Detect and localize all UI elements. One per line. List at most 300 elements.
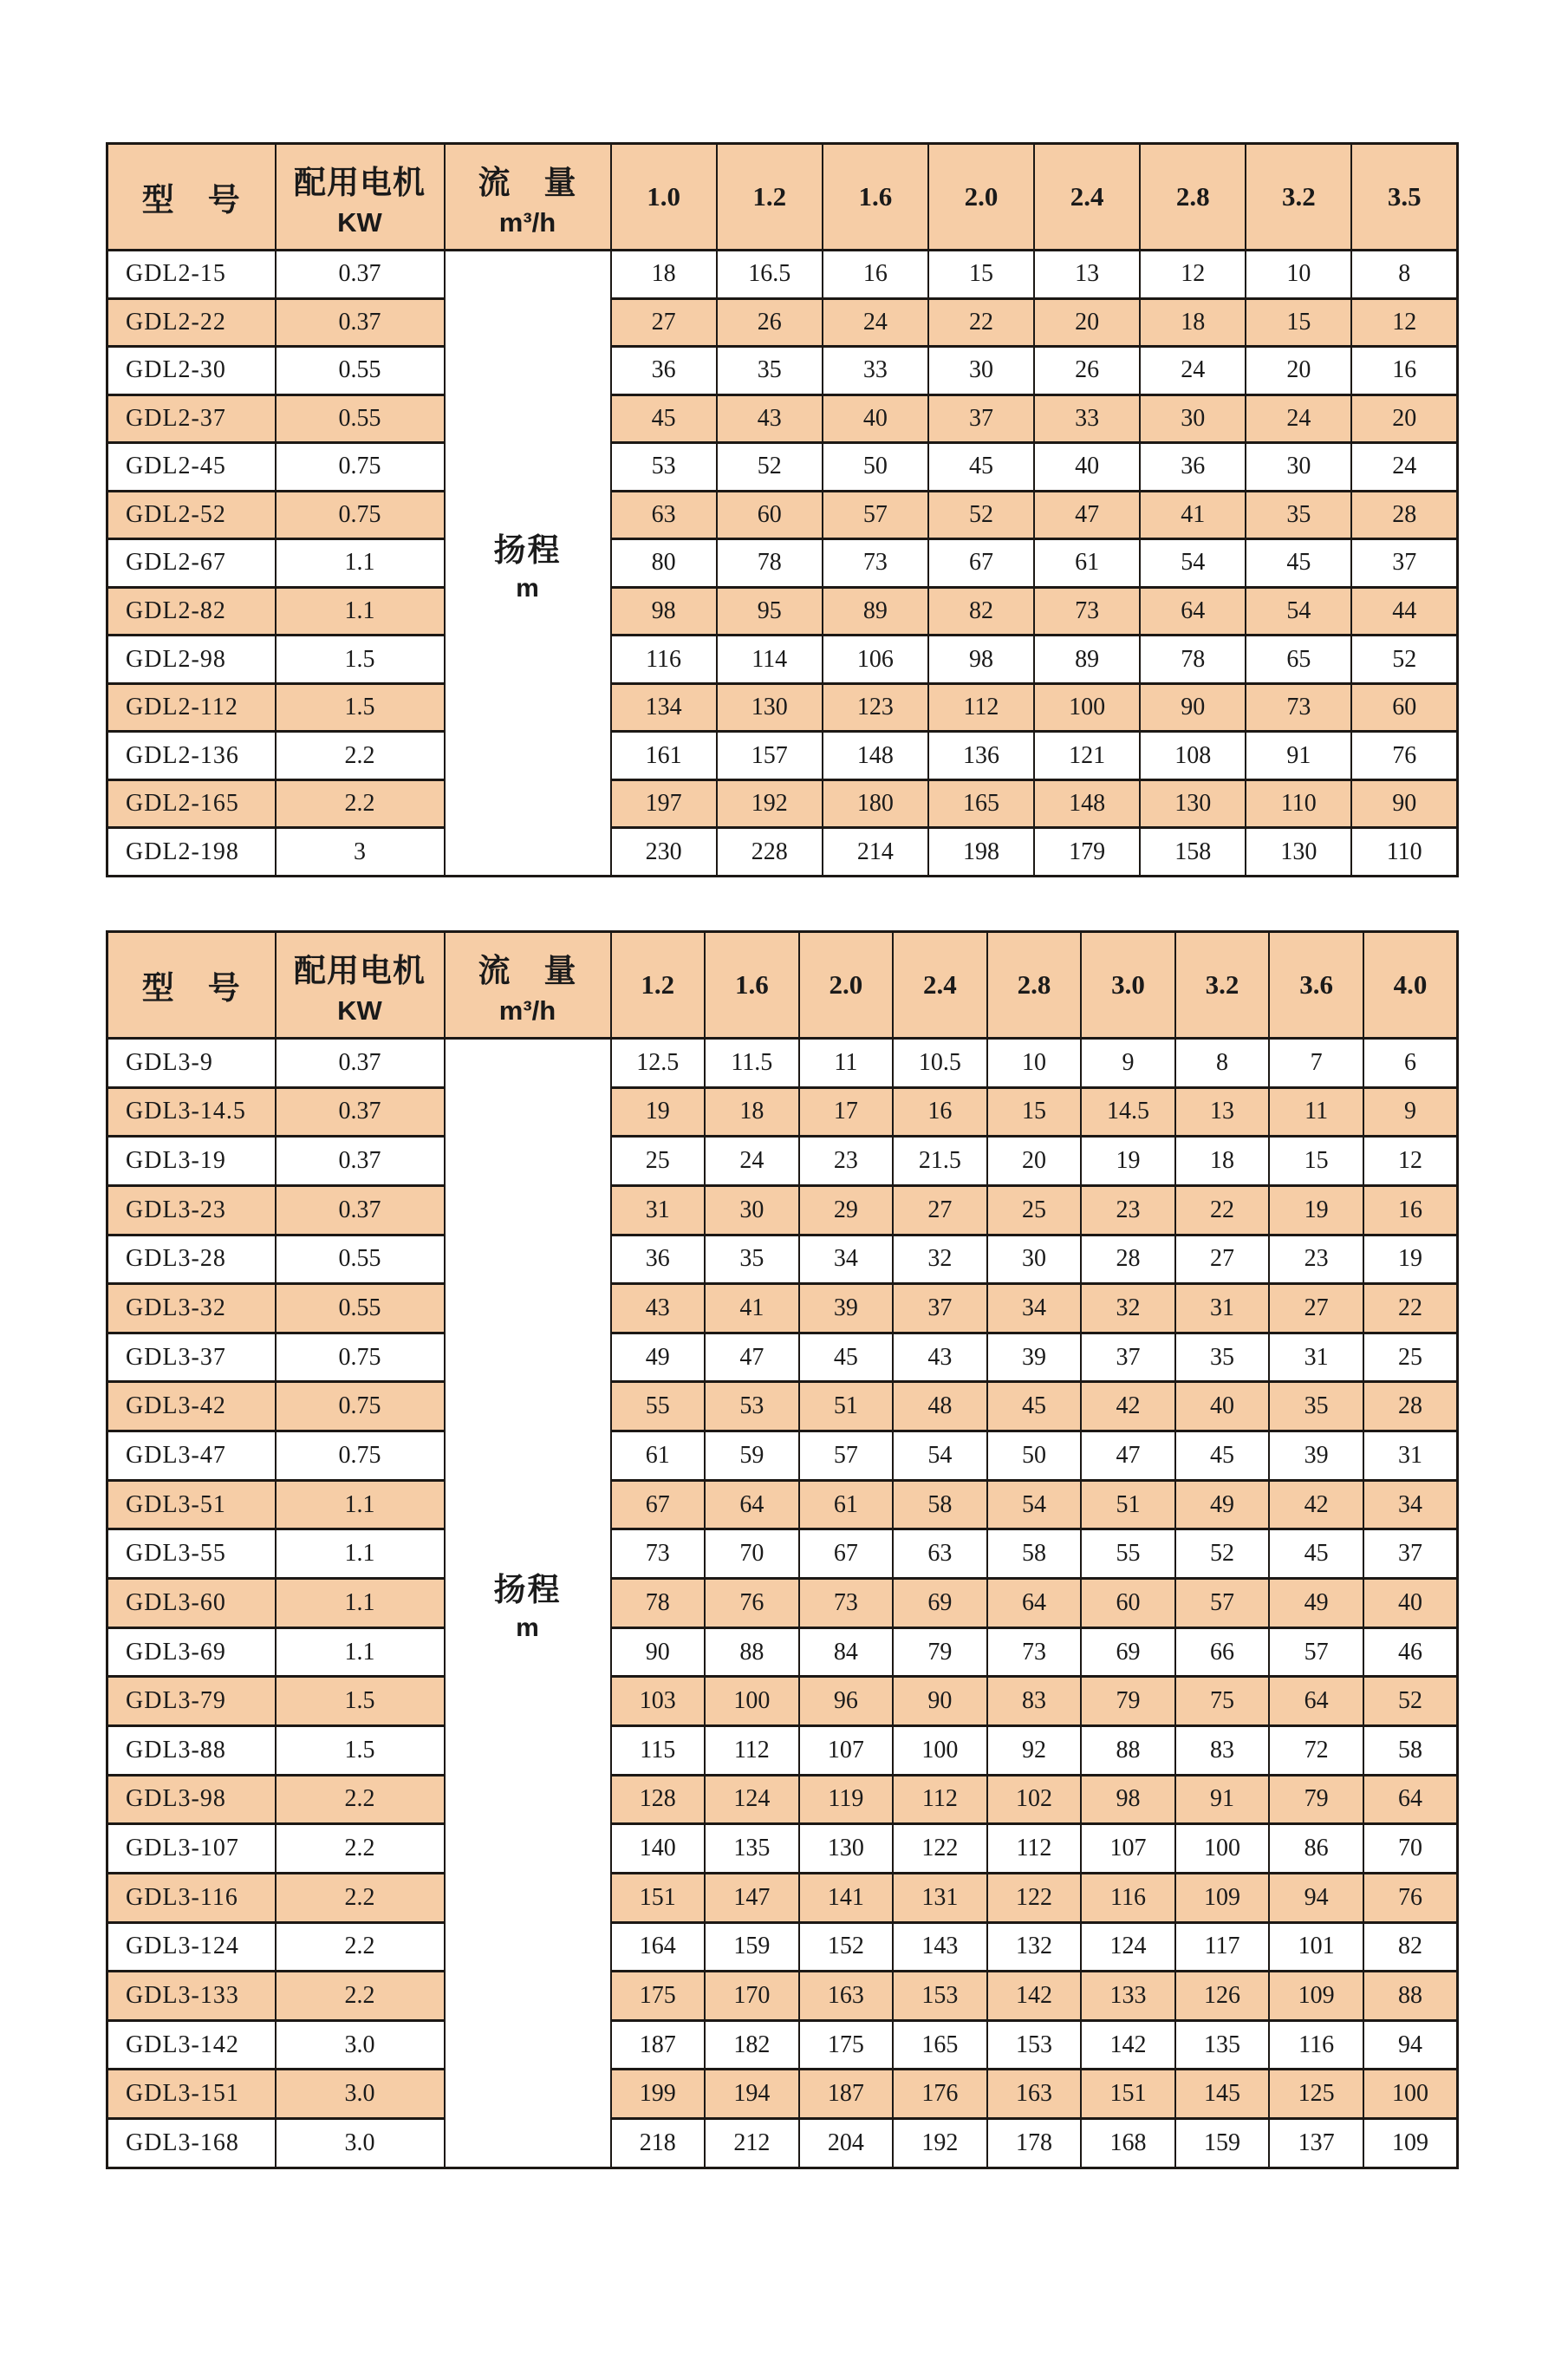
value-cell: 16.5	[717, 251, 823, 299]
kw-cell: 0.37	[276, 1185, 445, 1235]
value-cell: 45	[1246, 539, 1351, 588]
model-cell: GDL3-69	[107, 1627, 276, 1677]
value-cell: 131	[893, 1873, 987, 1922]
table-row	[107, 1725, 1458, 1775]
table-row	[107, 1039, 1458, 1088]
table-row	[107, 1627, 1458, 1677]
kw-cell: 1.1	[276, 587, 445, 636]
value-cell: 20	[1034, 298, 1140, 347]
value-cell: 15	[1246, 298, 1351, 347]
model-cell: GDL3-79	[107, 1677, 276, 1726]
value-cell: 161	[611, 732, 717, 780]
value-cell: 78	[717, 539, 823, 588]
value-cell: 37	[928, 394, 1034, 443]
value-cell: 28	[1351, 491, 1457, 539]
value-cell: 49	[1175, 1480, 1270, 1529]
value-cell: 110	[1351, 828, 1457, 877]
value-cell: 12	[1351, 298, 1457, 347]
value-cell: 20	[987, 1137, 1082, 1186]
value-cell: 159	[1175, 2119, 1270, 2168]
value-cell: 16	[1363, 1185, 1458, 1235]
value-cell: 112	[705, 1725, 799, 1775]
value-cell: 78	[1140, 636, 1246, 684]
value-cell: 61	[799, 1480, 894, 1529]
value-cell: 100	[1363, 2070, 1458, 2119]
value-cell: 24	[823, 298, 928, 347]
kw-cell: 2.2	[276, 1972, 445, 2021]
value-cell: 98	[611, 587, 717, 636]
head-label-cell	[445, 1039, 611, 2168]
value-cell: 76	[1351, 732, 1457, 780]
model-cell: GDL3-37	[107, 1333, 276, 1382]
value-cell: 157	[717, 732, 823, 780]
value-cell: 230	[611, 828, 717, 877]
model-cell: GDL3-133	[107, 1972, 276, 2021]
flow-column-header: 2.0	[928, 144, 1034, 251]
value-cell: 44	[1351, 587, 1457, 636]
value-cell: 35	[1269, 1382, 1363, 1431]
table-row	[107, 1824, 1458, 1874]
value-cell: 57	[1269, 1627, 1363, 1677]
value-cell: 24	[1246, 394, 1351, 443]
value-cell: 47	[705, 1333, 799, 1382]
value-cell: 21.5	[893, 1137, 987, 1186]
value-cell: 67	[928, 539, 1034, 588]
value-cell: 228	[717, 828, 823, 877]
header-row	[107, 144, 1458, 251]
value-cell: 43	[611, 1284, 706, 1333]
model-cell: GDL3-168	[107, 2119, 276, 2168]
value-cell: 37	[893, 1284, 987, 1333]
value-cell: 75	[1175, 1677, 1270, 1726]
kw-cell: 0.37	[276, 1087, 445, 1137]
value-cell: 39	[987, 1333, 1082, 1382]
table-row	[107, 347, 1458, 395]
value-cell: 64	[705, 1480, 799, 1529]
value-cell: 83	[1175, 1725, 1270, 1775]
flow-header-label: 流 量	[478, 952, 577, 988]
value-cell: 100	[1034, 683, 1140, 732]
value-cell: 47	[1081, 1431, 1175, 1481]
value-cell: 91	[1175, 1775, 1270, 1824]
value-cell: 36	[611, 1235, 706, 1284]
value-cell: 52	[1363, 1677, 1458, 1726]
model-cell: GDL2-82	[107, 587, 276, 636]
value-cell: 114	[717, 636, 823, 684]
value-cell: 122	[893, 1824, 987, 1874]
kw-cell: 0.55	[276, 1284, 445, 1333]
value-cell: 53	[611, 443, 717, 492]
kw-cell: 0.75	[276, 1382, 445, 1431]
value-cell: 40	[1034, 443, 1140, 492]
value-cell: 130	[717, 683, 823, 732]
value-cell: 159	[705, 1922, 799, 1972]
value-cell: 9	[1081, 1039, 1175, 1088]
value-cell: 61	[611, 1431, 706, 1481]
value-cell: 82	[928, 587, 1034, 636]
value-cell: 25	[611, 1137, 706, 1186]
table-row	[107, 1480, 1458, 1529]
kw-cell: 1.1	[276, 1627, 445, 1677]
value-cell: 57	[799, 1431, 894, 1481]
value-cell: 67	[611, 1480, 706, 1529]
kw-cell: 0.55	[276, 347, 445, 395]
kw-cell: 3.0	[276, 2020, 445, 2070]
value-cell: 101	[1269, 1922, 1363, 1972]
table-row	[107, 1677, 1458, 1726]
model-cell: GDL3-32	[107, 1284, 276, 1333]
value-cell: 27	[1175, 1235, 1270, 1284]
flow-header-label: 流 量	[478, 164, 577, 200]
value-cell: 76	[1363, 1873, 1458, 1922]
table-row	[107, 1087, 1458, 1137]
kw-cell: 2.2	[276, 1824, 445, 1874]
value-cell: 22	[928, 298, 1034, 347]
value-cell: 52	[1175, 1529, 1270, 1579]
value-cell: 145	[1175, 2070, 1270, 2119]
table-row	[107, 1284, 1458, 1333]
value-cell: 165	[928, 779, 1034, 828]
value-cell: 23	[1081, 1185, 1175, 1235]
value-cell: 18	[705, 1087, 799, 1137]
header-row	[107, 932, 1458, 1039]
value-cell: 32	[1081, 1284, 1175, 1333]
value-cell: 47	[1034, 491, 1140, 539]
value-cell: 33	[1034, 394, 1140, 443]
flow-column-header: 3.5	[1351, 144, 1457, 251]
value-cell: 23	[799, 1137, 894, 1186]
value-cell: 11	[799, 1039, 894, 1088]
value-cell: 49	[1269, 1579, 1363, 1628]
value-cell: 42	[1081, 1382, 1175, 1431]
value-cell: 32	[893, 1235, 987, 1284]
kw-cell: 1.5	[276, 1725, 445, 1775]
value-cell: 28	[1081, 1235, 1175, 1284]
model-cell: GDL3-42	[107, 1382, 276, 1431]
kw-cell: 0.37	[276, 1039, 445, 1088]
value-cell: 45	[987, 1382, 1082, 1431]
value-cell: 24	[1351, 443, 1457, 492]
value-cell: 57	[1175, 1579, 1270, 1628]
value-cell: 100	[893, 1725, 987, 1775]
value-cell: 27	[1269, 1284, 1363, 1333]
model-cell: GDL3-151	[107, 2070, 276, 2119]
value-cell: 20	[1351, 394, 1457, 443]
value-cell: 89	[823, 587, 928, 636]
value-cell: 109	[1269, 1972, 1363, 2021]
value-cell: 31	[1363, 1431, 1458, 1481]
value-cell: 102	[987, 1775, 1082, 1824]
model-cell: GDL3-28	[107, 1235, 276, 1284]
model-cell: GDL3-19	[107, 1137, 276, 1186]
kw-cell: 1.5	[276, 1677, 445, 1726]
kw-cell: 2.2	[276, 779, 445, 828]
value-cell: 60	[1081, 1579, 1175, 1628]
value-cell: 35	[1175, 1333, 1270, 1382]
value-cell: 119	[799, 1775, 894, 1824]
value-cell: 57	[823, 491, 928, 539]
value-cell: 121	[1034, 732, 1140, 780]
value-cell: 73	[611, 1529, 706, 1579]
value-cell: 96	[799, 1677, 894, 1726]
value-cell: 50	[987, 1431, 1082, 1481]
value-cell: 112	[928, 683, 1034, 732]
model-cell: GDL2-30	[107, 347, 276, 395]
model-cell: GDL2-37	[107, 394, 276, 443]
kw-cell: 0.75	[276, 1431, 445, 1481]
value-cell: 34	[1363, 1480, 1458, 1529]
value-cell: 199	[611, 2070, 706, 2119]
kw-cell: 3.0	[276, 2119, 445, 2168]
value-cell: 10	[1246, 251, 1351, 299]
kw-cell: 0.75	[276, 443, 445, 492]
value-cell: 59	[705, 1431, 799, 1481]
model-cell: GDL2-15	[107, 251, 276, 299]
kw-cell: 2.2	[276, 732, 445, 780]
value-cell: 30	[1140, 394, 1246, 443]
motor-header	[276, 144, 445, 251]
head-unit: m	[516, 1614, 539, 1642]
model-cell: GDL2-198	[107, 828, 276, 877]
value-cell: 53	[705, 1382, 799, 1431]
value-cell: 10.5	[893, 1039, 987, 1088]
value-cell: 14.5	[1081, 1087, 1175, 1137]
value-cell: 45	[799, 1333, 894, 1382]
kw-cell: 0.37	[276, 1137, 445, 1186]
value-cell: 11	[1269, 1087, 1363, 1137]
value-cell: 84	[799, 1627, 894, 1677]
value-cell: 52	[928, 491, 1034, 539]
flow-column-header: 1.6	[823, 144, 928, 251]
flow-column-header: 2.8	[987, 932, 1082, 1039]
flow-header-unit: m³/h	[498, 206, 556, 238]
value-cell: 69	[893, 1579, 987, 1628]
value-cell: 133	[1081, 1972, 1175, 2021]
table-row	[107, 251, 1458, 299]
model-header	[107, 144, 276, 251]
flow-column-header: 2.8	[1140, 144, 1246, 251]
value-cell: 79	[893, 1627, 987, 1677]
value-cell: 48	[893, 1382, 987, 1431]
value-cell: 60	[1351, 683, 1457, 732]
kw-cell: 0.75	[276, 1333, 445, 1382]
flow-column-header: 4.0	[1363, 932, 1458, 1039]
value-cell: 30	[987, 1235, 1082, 1284]
value-cell: 37	[1081, 1333, 1175, 1382]
value-cell: 151	[1081, 2070, 1175, 2119]
kw-cell: 0.55	[276, 1235, 445, 1284]
model-cell: GDL2-45	[107, 443, 276, 492]
table-row	[107, 1922, 1458, 1972]
value-cell: 18	[1175, 1137, 1270, 1186]
table-row	[107, 1333, 1458, 1382]
value-cell: 30	[1246, 443, 1351, 492]
value-cell: 40	[823, 394, 928, 443]
model-cell: GDL3-98	[107, 1775, 276, 1824]
value-cell: 31	[1269, 1333, 1363, 1382]
value-cell: 61	[1034, 539, 1140, 588]
table-row	[107, 1137, 1458, 1186]
value-cell: 64	[1269, 1677, 1363, 1726]
value-cell: 124	[705, 1775, 799, 1824]
value-cell: 95	[717, 587, 823, 636]
model-cell: GDL2-52	[107, 491, 276, 539]
table-row	[107, 1873, 1458, 1922]
value-cell: 54	[1246, 587, 1351, 636]
model-cell: GDL2-112	[107, 683, 276, 732]
value-cell: 54	[987, 1480, 1082, 1529]
value-cell: 115	[611, 1725, 706, 1775]
table-row	[107, 1529, 1458, 1579]
value-cell: 73	[987, 1627, 1082, 1677]
model-cell: GDL2-136	[107, 732, 276, 780]
model-cell: GDL3-60	[107, 1579, 276, 1628]
gdl3-table-body	[107, 1039, 1458, 2168]
value-cell: 143	[893, 1922, 987, 1972]
kw-cell: 0.37	[276, 251, 445, 299]
value-cell: 165	[893, 2020, 987, 2070]
value-cell: 98	[928, 636, 1034, 684]
value-cell: 110	[1246, 779, 1351, 828]
flow-column-header: 3.0	[1081, 932, 1175, 1039]
motor-header-unit: KW	[337, 994, 382, 1026]
value-cell: 16	[893, 1087, 987, 1137]
flow-column-header: 3.2	[1175, 932, 1270, 1039]
kw-cell: 1.1	[276, 1480, 445, 1529]
table-row	[107, 394, 1458, 443]
value-cell: 83	[987, 1677, 1082, 1726]
value-cell: 163	[799, 1972, 894, 2021]
value-cell: 187	[799, 2070, 894, 2119]
value-cell: 55	[1081, 1529, 1175, 1579]
value-cell: 17	[799, 1087, 894, 1137]
value-cell: 69	[1081, 1627, 1175, 1677]
value-cell: 124	[1081, 1922, 1175, 1972]
model-cell: GDL3-23	[107, 1185, 276, 1235]
value-cell: 94	[1269, 1873, 1363, 1922]
value-cell: 126	[1175, 1972, 1270, 2021]
value-cell: 116	[1081, 1873, 1175, 1922]
value-cell: 98	[1081, 1775, 1175, 1824]
value-cell: 73	[823, 539, 928, 588]
motor-header	[276, 932, 445, 1039]
value-cell: 176	[893, 2070, 987, 2119]
value-cell: 18	[611, 251, 717, 299]
motor-header-unit: KW	[337, 206, 382, 238]
value-cell: 60	[717, 491, 823, 539]
value-cell: 31	[1175, 1284, 1270, 1333]
model-cell: GDL3-51	[107, 1480, 276, 1529]
head-label-cell	[445, 251, 611, 877]
value-cell: 88	[705, 1627, 799, 1677]
flow-header	[445, 932, 611, 1039]
value-cell: 50	[823, 443, 928, 492]
value-cell: 86	[1269, 1824, 1363, 1874]
value-cell: 91	[1246, 732, 1351, 780]
value-cell: 35	[1246, 491, 1351, 539]
value-cell: 41	[705, 1284, 799, 1333]
model-cell: GDL3-142	[107, 2020, 276, 2070]
value-cell: 12.5	[611, 1039, 706, 1088]
value-cell: 65	[1246, 636, 1351, 684]
flow-column-header: 2.4	[893, 932, 987, 1039]
table-row	[107, 1235, 1458, 1284]
value-cell: 12	[1363, 1137, 1458, 1186]
value-cell: 30	[928, 347, 1034, 395]
value-cell: 7	[1269, 1039, 1363, 1088]
table-row	[107, 779, 1458, 828]
value-cell: 194	[705, 2070, 799, 2119]
value-cell: 198	[928, 828, 1034, 877]
flow-column-header: 1.0	[611, 144, 717, 251]
value-cell: 45	[928, 443, 1034, 492]
value-cell: 112	[893, 1775, 987, 1824]
value-cell: 175	[611, 1972, 706, 2021]
table-row	[107, 732, 1458, 780]
value-cell: 151	[611, 1873, 706, 1922]
kw-cell: 0.37	[276, 298, 445, 347]
value-cell: 117	[1175, 1922, 1270, 1972]
value-cell: 31	[611, 1185, 706, 1235]
value-cell: 178	[987, 2119, 1082, 2168]
value-cell: 49	[611, 1333, 706, 1382]
value-cell: 70	[1363, 1824, 1458, 1874]
value-cell: 109	[1363, 2119, 1458, 2168]
table-row	[107, 1775, 1458, 1824]
value-cell: 26	[717, 298, 823, 347]
value-cell: 29	[799, 1185, 894, 1235]
table-row	[107, 443, 1458, 492]
model-header	[107, 932, 276, 1039]
value-cell: 163	[987, 2070, 1082, 2119]
value-cell: 26	[1034, 347, 1140, 395]
value-cell: 79	[1269, 1775, 1363, 1824]
value-cell: 192	[717, 779, 823, 828]
value-cell: 90	[1140, 683, 1246, 732]
value-cell: 175	[799, 2020, 894, 2070]
kw-cell: 1.5	[276, 636, 445, 684]
value-cell: 42	[1269, 1480, 1363, 1529]
value-cell: 66	[1175, 1627, 1270, 1677]
model-header-label: 型 号	[141, 182, 241, 218]
value-cell: 142	[1081, 2020, 1175, 2070]
kw-cell: 2.2	[276, 1873, 445, 1922]
value-cell: 36	[1140, 443, 1246, 492]
value-cell: 36	[611, 347, 717, 395]
value-cell: 25	[1363, 1333, 1458, 1382]
value-cell: 51	[799, 1382, 894, 1431]
model-cell: GDL2-98	[107, 636, 276, 684]
value-cell: 80	[611, 539, 717, 588]
value-cell: 136	[928, 732, 1034, 780]
value-cell: 40	[1363, 1579, 1458, 1628]
pump-table-gdl2	[106, 142, 1459, 877]
value-cell: 30	[705, 1185, 799, 1235]
value-cell: 89	[1034, 636, 1140, 684]
value-cell: 34	[799, 1235, 894, 1284]
value-cell: 137	[1269, 2119, 1363, 2168]
model-cell: GDL3-116	[107, 1873, 276, 1922]
value-cell: 13	[1034, 251, 1140, 299]
table-row	[107, 539, 1458, 588]
table-row	[107, 2119, 1458, 2168]
value-cell: 45	[611, 394, 717, 443]
value-cell: 152	[799, 1922, 894, 1972]
value-cell: 187	[611, 2020, 706, 2070]
value-cell: 63	[611, 491, 717, 539]
flow-column-header: 1.2	[717, 144, 823, 251]
value-cell: 25	[987, 1185, 1082, 1235]
